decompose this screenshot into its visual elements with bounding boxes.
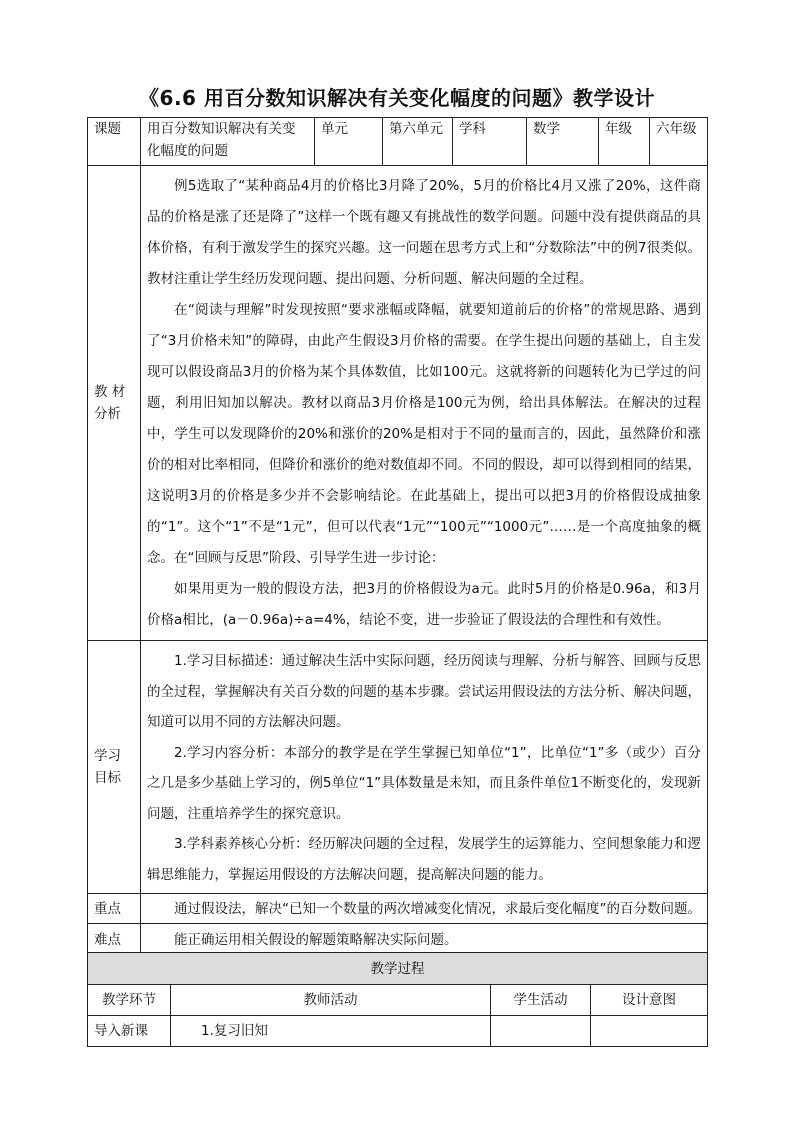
- analysis-label: [88, 166, 141, 641]
- intent-cell: [591, 1016, 708, 1047]
- unit-label: 单元: [315, 118, 383, 166]
- analysis-paragraph: 在“阅读与理解”时发现按照“要求涨幅或降幅，就要知道前后的价格”的常规思路、遇到了“3月价格未知”的障碍，由此产生假设3月价格的需要。在学生提出问题的基础上，自主发现可以假设商品3月的价格为某个具体数值，比如100元。这就将新的问题转化为已学过的问题，利用旧知加以解决。教材以商品3月价格是100元为例，给出具体解法。在解决的过程中，学生可以发现降价的20%和涨价的20%是相对于不同的量而言的，因此，虽然降价和涨价的相对比率相同，但降价和涨价的绝对数值却不同。不同的假设，却可以得到相同的结果，这说明3月的价格是多少并不会影响结论。在此基础上，提出可以把3月的价格假设成抽象的“1”。这个“1”不是“1元”，但可以代表“1元”“100元”“1000元”……是一个高度抽象的概念。在“回顾与反思”阶段、引导学生进一步讨论：: [147, 302, 701, 566]
- objectives-label-line1: 学习: [94, 748, 121, 764]
- difficulty-label: 难点: [88, 924, 141, 956]
- difficulty-content: [141, 924, 708, 956]
- subject-value: 数学: [527, 118, 599, 166]
- analysis-label-line1: 教 材: [94, 384, 126, 400]
- lesson-info-table: [87, 117, 708, 956]
- objectives-paragraph: 2.学习内容分析：本部分的教学是在学生掌握已知单位“1”，比单位“1”多（或少）百分之几是多少基础上学习的，例5单位“1”具体数量是未知，而且条件单位1不断变化的，发现新问题，注重培养学生的探究意识。: [147, 744, 701, 822]
- key-point-row: [88, 894, 708, 924]
- key-point-text: 通过假设法，解决“已知一个数量的两次增减变化情况，求最后变化幅度”的百分数问题。: [174, 900, 701, 917]
- student-cell: [491, 1016, 591, 1047]
- info-row: [88, 118, 708, 166]
- process-header-row: [88, 953, 708, 985]
- column-intent: 设计意图: [591, 985, 708, 1016]
- column-stage: 教学环节: [88, 985, 171, 1016]
- objectives-paragraph: 3.学科素养核心分析：经历解决问题的全过程，发展学生的运算能力、空间想象能力和逻辑思维能力，掌握运用假设的方法解决问题，提高解决问题的能力。: [147, 836, 701, 883]
- column-teacher: 教师活动: [171, 985, 491, 1016]
- objectives-label-line2: 目标: [94, 770, 121, 786]
- objectives-paragraph: 1.学习目标描述：通过解决生活中实际问题，经历阅读与理解、分析与解答、回顾与反思的全过程，掌握解决有关百分数的问题的基本步骤。尝试运用假设法的方法分析、解决问题，知道可以用不同的方法解决问题。: [147, 653, 701, 730]
- analysis-row: [88, 166, 708, 641]
- analysis-content: [141, 166, 708, 641]
- key-point-label: 重点: [88, 894, 141, 924]
- difficulty-row: [88, 924, 708, 956]
- column-student: 学生活动: [491, 985, 591, 1016]
- analysis-label-line2: 分析: [94, 406, 121, 422]
- teacher-cell: 1.复习旧知: [171, 1016, 491, 1047]
- teaching-process-table: [87, 952, 708, 1047]
- table-row: [88, 1016, 708, 1047]
- objectives-label: [88, 641, 141, 894]
- analysis-paragraph: 例5选取了“某种商品4月的价格比3月降了20%，5月的价格比4月又涨了20%，这件商品的价格是涨了还是降了”这样一个既有趣又有挑战性的数学问题。问题中没有提供商品的具体价格，有利于激发学生的探究兴趣。这一问题在思考方式上和“分数除法”中的例7很类似。教材注重让学生经历发现问题、提出问题、分析问题、解决问题的全过程。: [147, 178, 701, 287]
- subject-label: 学科: [453, 118, 527, 166]
- objectives-content: [141, 641, 708, 894]
- unit-value: 第六单元: [383, 118, 453, 166]
- process-columns-row: [88, 985, 708, 1016]
- stage-cell: 导入新课: [88, 1016, 171, 1047]
- objectives-row: [88, 641, 708, 894]
- difficulty-text: 能正确运用相关假设的解题策略解决实际问题。: [174, 931, 458, 948]
- page-title: 《6.6 用百分数知识解决有关变化幅度的问题》教学设计: [139, 86, 655, 110]
- topic-label: 课题: [88, 118, 141, 166]
- analysis-paragraph: 如果用更为一般的假设方法，把3月的价格假设为a元。此时5月的价格是0.96a，和3月价格a相比，(a－0.96a)÷a=4%，结论不变，进一步验证了假设法的合理性和有效性。: [147, 581, 701, 628]
- topic-value: 用百分数知识解决有关变化幅度的问题: [141, 118, 315, 166]
- key-point-content: [141, 894, 708, 924]
- process-header: 教学过程: [88, 953, 708, 985]
- grade-value: 六年级: [650, 118, 708, 166]
- grade-label: 年级: [599, 118, 650, 166]
